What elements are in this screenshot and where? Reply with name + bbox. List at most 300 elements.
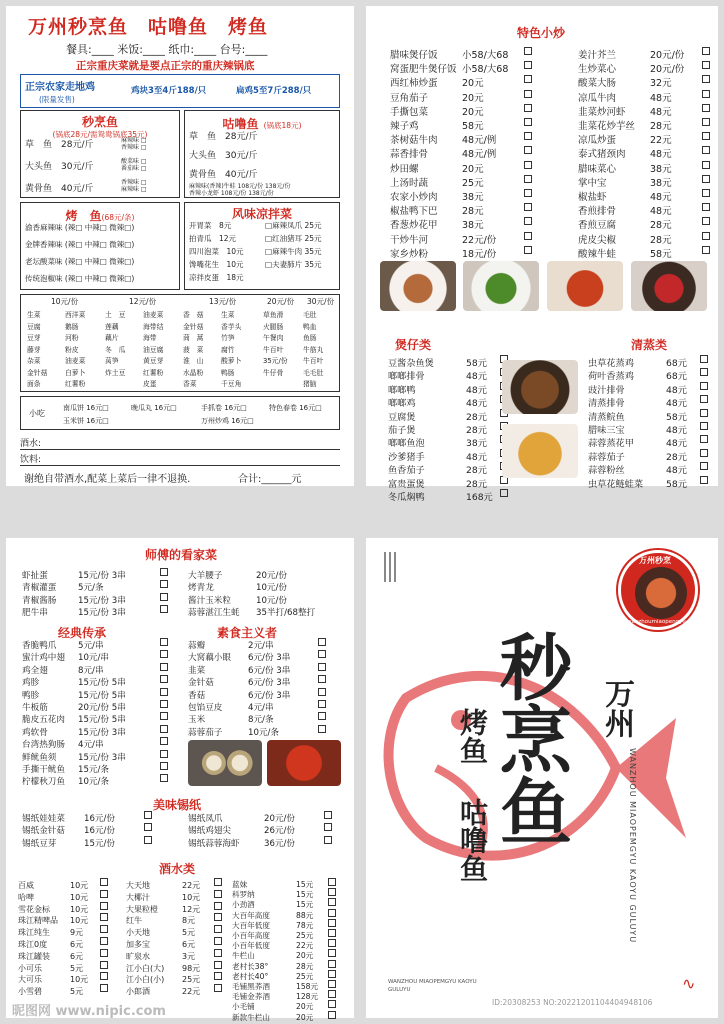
checkbox[interactable] <box>524 47 532 55</box>
checkbox[interactable] <box>700 409 708 417</box>
checkbox[interactable] <box>160 638 168 646</box>
side-dish-item[interactable]: 毛毛肚 <box>303 368 324 377</box>
menu-item[interactable] <box>390 177 532 191</box>
checkbox[interactable] <box>214 984 222 992</box>
checkbox[interactable] <box>700 476 708 484</box>
menu-item[interactable] <box>126 986 222 998</box>
menu-item[interactable] <box>390 219 532 233</box>
side-dish-item[interactable]: 粉皮 <box>65 345 79 354</box>
checkbox[interactable] <box>702 189 710 197</box>
checkbox[interactable] <box>160 675 168 683</box>
checkbox[interactable] <box>214 925 222 933</box>
checkbox[interactable] <box>328 939 336 947</box>
menu-item[interactable] <box>188 727 326 739</box>
menu-item[interactable] <box>22 607 168 619</box>
menu-item[interactable] <box>388 464 508 477</box>
checkbox[interactable] <box>700 462 708 470</box>
side-dish-item[interactable]: 鸭肠 <box>221 368 235 377</box>
item-name: 锡纸娃娃菜 <box>22 814 65 824</box>
checkbox[interactable] <box>100 925 108 933</box>
side-dish-item[interactable]: 豆腐 <box>27 322 41 331</box>
menu-item[interactable] <box>588 411 708 424</box>
menu-item[interactable] <box>578 205 710 219</box>
checkbox[interactable] <box>144 836 152 844</box>
side-dish-item[interactable]: 鱼肠 <box>303 334 317 342</box>
checkbox[interactable] <box>214 949 222 957</box>
checkbox[interactable] <box>100 890 108 898</box>
item-price: 38元 <box>466 438 487 450</box>
checkbox[interactable] <box>524 75 532 83</box>
checkbox[interactable] <box>328 970 336 978</box>
side-dish-item[interactable]: 淮 山 <box>183 357 204 365</box>
menu-item[interactable] <box>390 163 532 177</box>
side-dish-item[interactable]: 油麦菜 <box>65 357 86 365</box>
checkbox[interactable] <box>324 836 332 844</box>
menu-item[interactable] <box>18 915 108 927</box>
menu-item[interactable] <box>232 1013 336 1023</box>
checkbox[interactable] <box>160 725 168 733</box>
menu-item[interactable] <box>578 148 710 162</box>
side-dish-item[interactable]: 黄豆芽 <box>143 357 164 365</box>
menu-item[interactable] <box>390 134 532 148</box>
menu-item[interactable] <box>232 972 336 982</box>
menu-item[interactable] <box>22 727 168 739</box>
checkbox[interactable] <box>524 118 532 126</box>
menu-item[interactable] <box>22 838 152 850</box>
checkbox[interactable] <box>318 650 326 658</box>
menu-item[interactable] <box>232 962 336 972</box>
checkbox[interactable] <box>328 929 336 937</box>
side-dish-item[interactable]: 海带 <box>143 334 157 342</box>
side-dish-item[interactable]: 猪脑 <box>303 380 317 388</box>
checkbox[interactable] <box>144 811 152 819</box>
menu-item[interactable] <box>126 880 222 892</box>
checkbox[interactable] <box>524 217 532 225</box>
checkbox[interactable] <box>318 675 326 683</box>
side-dish-item[interactable]: 鸭血 <box>303 322 317 331</box>
side-dish-item[interactable]: 毛肚 <box>303 311 317 319</box>
checkbox[interactable] <box>214 902 222 910</box>
checkbox[interactable] <box>100 949 108 957</box>
menu-item[interactable] <box>390 92 532 106</box>
checkbox[interactable] <box>700 355 708 363</box>
steamed-title: 清蒸类 <box>630 338 667 352</box>
menu-item[interactable] <box>188 607 332 619</box>
menu-item[interactable] <box>22 702 168 714</box>
checkbox[interactable] <box>144 823 152 831</box>
menu-item[interactable] <box>22 582 168 594</box>
checkbox[interactable] <box>100 913 108 921</box>
menu-item[interactable] <box>588 357 708 370</box>
checkbox[interactable] <box>214 972 222 980</box>
checkbox[interactable] <box>318 688 326 696</box>
side-dish-item[interactable]: 香 菇 <box>183 311 204 319</box>
side-dish-item[interactable]: 红薯粉 <box>65 380 86 388</box>
menu-item[interactable] <box>22 752 168 764</box>
checkbox[interactable] <box>524 246 532 254</box>
item-name: 百威 <box>18 881 34 890</box>
menu-item[interactable] <box>22 764 168 776</box>
side-dish-item[interactable]: 油豆腐 <box>143 345 164 354</box>
menu-item[interactable] <box>232 921 336 931</box>
total-field[interactable]: 合计:______元 <box>238 474 302 485</box>
checkbox[interactable] <box>524 203 532 211</box>
menu-item[interactable] <box>578 106 710 120</box>
checkbox[interactable] <box>702 175 710 183</box>
menu-item[interactable] <box>18 951 108 963</box>
checkbox[interactable] <box>328 980 336 988</box>
menu-item[interactable] <box>388 478 508 491</box>
checkbox[interactable] <box>328 909 336 917</box>
checkbox[interactable] <box>100 984 108 992</box>
checkbox[interactable] <box>160 663 168 671</box>
menu-item[interactable] <box>188 640 326 652</box>
menu-item[interactable] <box>390 49 532 63</box>
checkbox[interactable] <box>214 961 222 969</box>
checkbox[interactable] <box>702 132 710 140</box>
menu-item[interactable] <box>18 904 108 916</box>
side-dish-item[interactable]: 藕片 <box>105 334 119 342</box>
side-dish-item[interactable]: 竹笋 <box>221 334 235 342</box>
side-dish-item[interactable]: 红薯粉 <box>143 368 164 377</box>
side-dish-item[interactable]: 土 豆 <box>105 311 126 319</box>
menu-item[interactable] <box>232 900 336 910</box>
menu-item[interactable] <box>188 690 326 702</box>
item-name: 新款牛栏山 <box>232 1012 270 1022</box>
menu-item[interactable] <box>390 120 532 134</box>
menu-item[interactable] <box>388 491 508 504</box>
checkbox[interactable] <box>328 949 336 957</box>
menu-item[interactable] <box>188 825 332 837</box>
checkbox[interactable] <box>702 104 710 112</box>
menu-item[interactable] <box>22 677 168 689</box>
snack-item: 特色春卷 16元□ <box>269 404 322 412</box>
checkbox[interactable] <box>700 382 708 390</box>
menu-item[interactable] <box>188 677 326 689</box>
checkbox[interactable] <box>160 568 168 576</box>
side-dish-item[interactable]: 茼 蒿 <box>183 334 204 342</box>
menu-item[interactable] <box>388 411 508 424</box>
menu-item[interactable] <box>188 570 332 582</box>
menu-item[interactable] <box>126 939 222 951</box>
menu-item[interactable] <box>126 963 222 975</box>
menu-item[interactable] <box>232 931 336 941</box>
side-dish-item[interactable]: 午餐肉 <box>263 334 284 342</box>
checkbox[interactable] <box>160 774 168 782</box>
checkbox[interactable] <box>524 175 532 183</box>
checkbox[interactable] <box>700 368 708 376</box>
menu-item[interactable] <box>578 92 710 106</box>
menu-item[interactable] <box>578 120 710 134</box>
checkbox[interactable] <box>328 919 336 927</box>
menu-item[interactable] <box>388 370 508 383</box>
menu-item[interactable] <box>126 927 222 939</box>
side-dish-item[interactable]: 面条 <box>27 380 41 388</box>
side-dish-item[interactable]: 香芋头 <box>221 322 242 331</box>
side-dish-item[interactable]: 豆芽 <box>27 334 41 342</box>
checkbox[interactable] <box>100 961 108 969</box>
checkbox[interactable] <box>214 890 222 898</box>
side-dish-item[interactable]: 杂菜 <box>27 357 41 365</box>
menu-item[interactable] <box>578 177 710 191</box>
menu-item[interactable] <box>18 892 108 904</box>
menu-item[interactable] <box>232 890 336 900</box>
side-dish-item[interactable]: 白萝卜 <box>65 368 86 377</box>
menu-item[interactable] <box>232 992 336 1002</box>
side-dish-item[interactable]: 油麦菜 <box>143 311 164 319</box>
menu-item[interactable] <box>126 904 222 916</box>
side-dish-item[interactable]: 西洋菜 <box>65 311 86 319</box>
item-name: 珠江纯生 <box>18 928 50 938</box>
menu-item[interactable] <box>588 437 708 450</box>
side-dish-item[interactable]: 水晶粉 <box>183 368 204 377</box>
side-dish-item[interactable]: 草鱼滑 <box>263 311 284 319</box>
side-dish-item[interactable]: 千豆角 <box>221 380 242 388</box>
side-dish-item[interactable]: 金针菇 <box>183 322 204 331</box>
menu-item[interactable] <box>18 974 108 986</box>
checkbox[interactable] <box>214 913 222 921</box>
checkbox[interactable] <box>214 937 222 945</box>
menu-item[interactable] <box>126 974 222 986</box>
menu-item[interactable] <box>578 219 710 233</box>
menu-item[interactable] <box>188 714 326 726</box>
menu-item[interactable] <box>126 915 222 927</box>
item-name: 锡纸豆芽 <box>22 838 57 849</box>
checkbox[interactable] <box>702 217 710 225</box>
item-price: 6元/份 3串 <box>248 690 291 701</box>
checkbox[interactable] <box>702 61 710 69</box>
menu-item[interactable] <box>578 248 710 262</box>
menu-item[interactable] <box>232 941 336 951</box>
menu-item[interactable] <box>390 77 532 91</box>
checkbox[interactable] <box>100 902 108 910</box>
dish-photo <box>380 261 456 311</box>
wine-line[interactable]: 酒水: <box>20 436 340 450</box>
checkbox[interactable] <box>160 688 168 696</box>
checkbox[interactable] <box>328 1011 336 1019</box>
menu-item[interactable] <box>18 963 108 975</box>
menu-item[interactable] <box>232 982 336 992</box>
checkbox[interactable] <box>324 823 332 831</box>
checkbox[interactable] <box>524 132 532 140</box>
menu-item[interactable] <box>390 205 532 219</box>
checkbox[interactable] <box>700 435 708 443</box>
menu-item[interactable] <box>388 397 508 410</box>
menu-item[interactable] <box>22 813 152 825</box>
menu-item[interactable] <box>388 357 508 370</box>
checkbox[interactable] <box>700 422 708 430</box>
menu-item[interactable] <box>188 813 332 825</box>
menu-item[interactable] <box>126 951 222 963</box>
checkbox[interactable] <box>702 75 710 83</box>
checkbox[interactable] <box>702 232 710 240</box>
checkbox[interactable] <box>328 888 336 896</box>
menu-item[interactable] <box>578 163 710 177</box>
checkbox[interactable] <box>328 878 336 886</box>
item-name: 韭菜花炒芋丝 <box>578 121 636 133</box>
side-dish-item[interactable]: 冬 瓜 <box>105 345 126 354</box>
checkbox[interactable] <box>328 960 336 968</box>
checkbox[interactable] <box>702 161 710 169</box>
checkbox[interactable] <box>524 161 532 169</box>
menu-item[interactable] <box>18 986 108 998</box>
menu-item[interactable] <box>588 451 708 464</box>
menu-item[interactable] <box>22 665 168 677</box>
menu-item[interactable] <box>22 595 168 607</box>
checkbox[interactable] <box>160 700 168 708</box>
menu-item[interactable] <box>578 134 710 148</box>
menu-item[interactable] <box>388 451 508 464</box>
menu-item[interactable] <box>588 464 708 477</box>
item-price: 8元/条 <box>248 715 274 726</box>
checkbox[interactable] <box>100 972 108 980</box>
menu-item[interactable] <box>388 424 508 437</box>
checkbox[interactable] <box>328 898 336 906</box>
menu-item[interactable] <box>22 739 168 751</box>
menu-item[interactable] <box>188 702 326 714</box>
checkbox[interactable] <box>702 90 710 98</box>
menu-item[interactable] <box>18 939 108 951</box>
item-name: 辣子鸡 <box>390 121 419 133</box>
menu-item[interactable] <box>388 384 508 397</box>
menu-item[interactable] <box>588 478 708 491</box>
menu-item[interactable] <box>390 106 532 120</box>
checkbox[interactable] <box>214 878 222 886</box>
side-dish-item[interactable]: 河粉 <box>65 334 79 342</box>
side-dish-item[interactable]: 牛仔骨 <box>263 368 284 377</box>
side-dish-item[interactable]: 牛百叶 <box>303 357 324 365</box>
side-dish-item[interactable]: 藤芽 <box>27 345 41 354</box>
menu-item[interactable] <box>390 234 532 248</box>
menu-item[interactable] <box>188 652 326 664</box>
checkbox[interactable] <box>328 1000 336 1008</box>
checkbox[interactable] <box>702 203 710 211</box>
side-dish-item[interactable]: 酸萝卜 <box>221 357 242 365</box>
side-dish-item[interactable]: 火腿肠 <box>263 322 284 331</box>
menu-item[interactable] <box>22 714 168 726</box>
checkbox[interactable] <box>702 146 710 154</box>
checkbox[interactable] <box>160 605 168 613</box>
checkbox[interactable] <box>702 47 710 55</box>
checkbox[interactable] <box>524 146 532 154</box>
checkbox[interactable] <box>702 118 710 126</box>
checkbox[interactable] <box>160 650 168 658</box>
menu-item[interactable] <box>388 437 508 450</box>
foil-list-left <box>22 813 152 850</box>
checkbox[interactable] <box>524 232 532 240</box>
item-name: 肥牛串 <box>22 608 48 619</box>
drink-line[interactable]: 饮料: <box>20 452 340 466</box>
menu-item[interactable] <box>232 911 336 921</box>
side-dish-item[interactable]: 生菜 <box>221 311 235 319</box>
menu-item[interactable] <box>390 148 532 162</box>
menu-item[interactable] <box>22 640 168 652</box>
menu-item[interactable] <box>232 880 336 890</box>
menu-item[interactable] <box>22 690 168 702</box>
menu-item[interactable] <box>22 776 168 788</box>
checkbox[interactable] <box>160 750 168 758</box>
checkbox[interactable] <box>700 449 708 457</box>
menu-item[interactable] <box>578 63 710 77</box>
menu-item[interactable] <box>22 652 168 664</box>
checkbox[interactable] <box>318 700 326 708</box>
menu-item[interactable] <box>578 234 710 248</box>
menu-item[interactable] <box>588 384 708 397</box>
menu-item[interactable] <box>578 191 710 205</box>
menu-item[interactable] <box>578 77 710 91</box>
side-dish-item[interactable]: 牛百叶 <box>263 345 284 354</box>
side-dish-item[interactable]: 35元/份 <box>263 357 288 365</box>
checkbox[interactable] <box>318 725 326 733</box>
checkbox[interactable] <box>160 712 168 720</box>
menu-item[interactable] <box>188 582 332 594</box>
side-dish-item[interactable]: 莲藕 <box>105 322 119 331</box>
checkbox[interactable] <box>318 663 326 671</box>
menu-item[interactable] <box>18 927 108 939</box>
checkbox[interactable] <box>524 104 532 112</box>
menu-item[interactable] <box>588 397 708 410</box>
checkbox[interactable] <box>160 580 168 588</box>
dish-photo <box>502 360 578 414</box>
side-dish-item[interactable]: 皮蛋 <box>143 380 157 388</box>
item-price: 15元/份 3串 <box>78 571 126 581</box>
side-dish-item[interactable]: 牛筋丸 <box>303 345 324 354</box>
side-dish-item[interactable]: 炸土豆 <box>105 368 126 377</box>
checkbox[interactable] <box>100 937 108 945</box>
side-dish-item[interactable]: 莴笋 <box>105 357 119 365</box>
checkbox[interactable] <box>318 712 326 720</box>
item-name: 冬瓜焖鸭 <box>388 492 425 504</box>
checkbox[interactable] <box>702 246 710 254</box>
menu-item[interactable] <box>126 892 222 904</box>
menu-item[interactable] <box>22 825 152 837</box>
menu-item[interactable] <box>578 49 710 63</box>
checkbox[interactable] <box>318 638 326 646</box>
checkbox[interactable] <box>524 189 532 197</box>
checkbox[interactable] <box>100 878 108 886</box>
menu-item[interactable] <box>232 1002 336 1012</box>
checkbox[interactable] <box>328 990 336 998</box>
menu-item[interactable] <box>588 424 708 437</box>
menu-item[interactable] <box>232 951 336 961</box>
menu-item[interactable] <box>390 63 532 77</box>
menu-item[interactable] <box>188 595 332 607</box>
menu-item[interactable] <box>188 665 326 677</box>
item-price: 6元/份 3串 <box>248 678 291 689</box>
menu-item[interactable] <box>18 880 108 892</box>
side-dish-item[interactable]: 海带结 <box>143 322 164 331</box>
menu-item[interactable] <box>588 370 708 383</box>
menu-item[interactable] <box>22 570 168 582</box>
side-dish-item[interactable]: 金针菇 <box>27 368 48 377</box>
checkbox[interactable] <box>160 737 168 745</box>
menu-item[interactable] <box>390 248 532 262</box>
checkbox[interactable] <box>324 811 332 819</box>
checkbox[interactable] <box>700 395 708 403</box>
checkbox[interactable] <box>500 489 508 497</box>
checkbox[interactable] <box>524 90 532 98</box>
side-dish-item[interactable]: 生菜 <box>27 311 41 319</box>
side-dish-item[interactable]: 菠 菜 <box>183 345 204 354</box>
checkbox[interactable] <box>524 61 532 69</box>
side-dish-item[interactable]: 香菜 <box>183 380 197 388</box>
menu-item[interactable] <box>390 191 532 205</box>
checkbox[interactable] <box>160 762 168 770</box>
side-dish-item[interactable]: 腐竹 <box>221 345 235 354</box>
menu-item[interactable] <box>188 838 332 850</box>
side-dish-item[interactable]: 鹅肠 <box>65 322 79 331</box>
checkbox[interactable] <box>160 593 168 601</box>
